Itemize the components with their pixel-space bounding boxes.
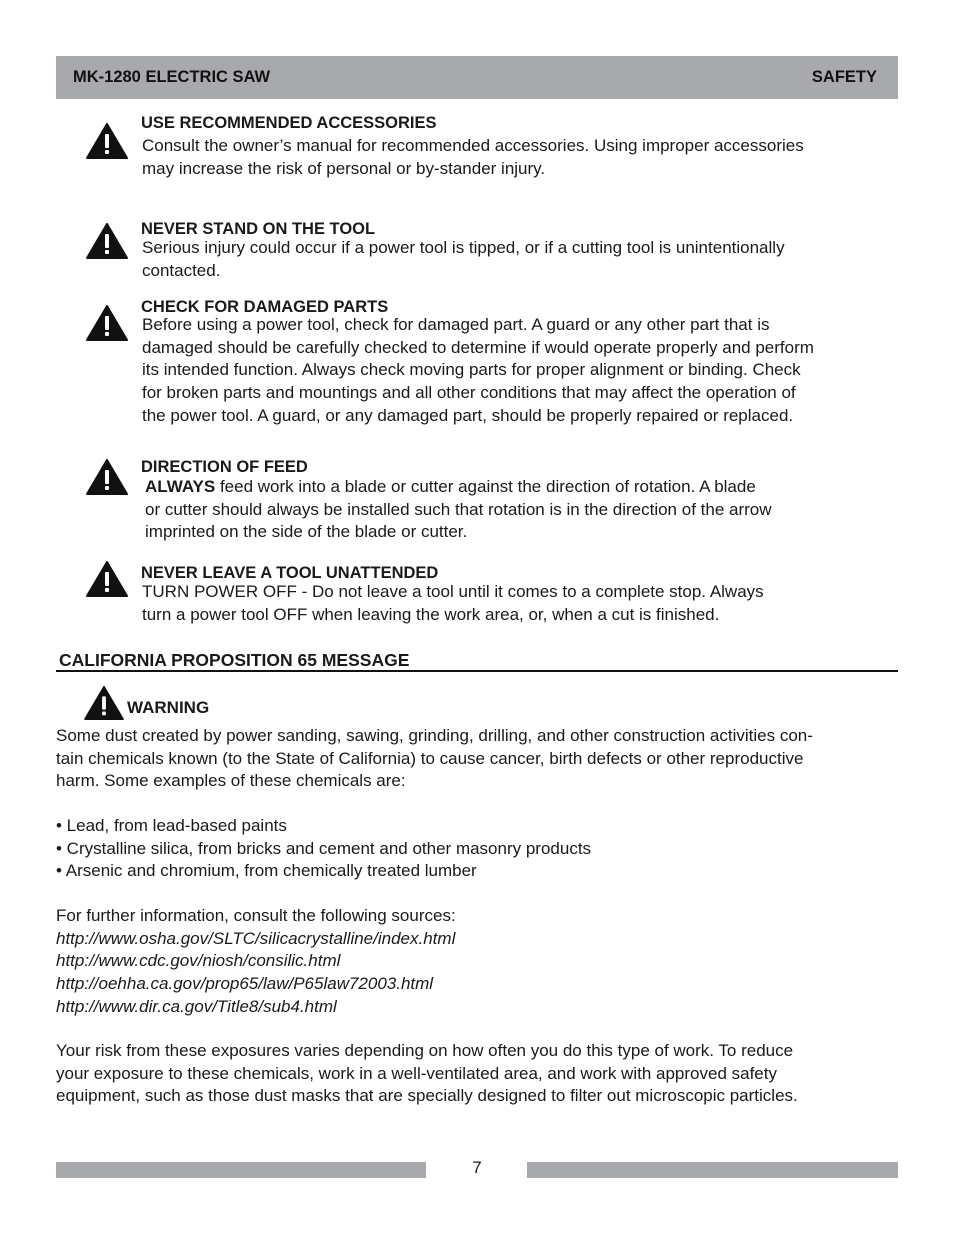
- sources-intro: For further information, consult the following sources:: [56, 906, 456, 925]
- warning-triangle-icon: [86, 305, 128, 341]
- body-line: Consult the owner’s manual for recommended accessories. Using improper accessories: [142, 136, 804, 155]
- safety-item-body: [145, 476, 905, 544]
- body-line: TURN POWER OFF - Do not leave a tool until it comes to a complete stop. Always: [142, 582, 764, 601]
- intro-line: harm. Some examples of these chemicals are:: [56, 771, 406, 791]
- source-link[interactable]: http://www.dir.ca.gov/Title8/sub4.html: [56, 996, 337, 1016]
- source-link[interactable]: http://www.osha.gov/SLTC/silicacrystalline/index.html: [56, 928, 456, 948]
- body-line: contacted.: [142, 260, 221, 280]
- safety-item-title: USE RECOMMENDED ACCESSORIES: [141, 114, 437, 132]
- list-item: • Lead, from lead-based paints: [56, 816, 287, 835]
- body-line: turn a power tool OFF when leaving the work area, or, when a cut is finished.: [142, 604, 720, 624]
- body-line: Serious injury could occur if a power tool is tipped, or if a cutting tool is unintentionally: [142, 238, 785, 257]
- safety-item-title: CHECK FOR DAMAGED PARTS: [141, 298, 389, 316]
- body-line: [145, 476, 905, 499]
- closing-line: equipment, such as those dust masks that are specially designed to filter out microscopic particles.: [56, 1086, 798, 1106]
- body-line: imprinted on the side of the blade or cutter.: [145, 522, 468, 542]
- safety-item-title: DIRECTION OF FEED: [141, 458, 308, 476]
- warning-triangle-icon: [86, 561, 128, 597]
- intro-line: tain chemicals known (to the State of California) to cause cancer, birth defects or other reproductive: [56, 748, 804, 768]
- footer-bar-left: [56, 1162, 426, 1178]
- warning-label: WARNING: [127, 698, 210, 717]
- warning-triangle-icon: [86, 459, 128, 495]
- warning-triangle-icon: [86, 123, 128, 159]
- source-link[interactable]: http://oehha.ca.gov/prop65/law/P65law72003.html: [56, 974, 434, 994]
- emphasis-always: ALWAYS: [145, 477, 216, 496]
- california-title: CALIFORNIA PROPOSITION 65 MESSAGE: [59, 650, 410, 670]
- page-header: [56, 56, 898, 99]
- safety-item-title: NEVER LEAVE A TOOL UNATTENDED: [141, 564, 439, 582]
- body-line: for broken parts and mountings and all other conditions that may affect the operation of: [142, 383, 796, 403]
- sources-block: [56, 905, 906, 1019]
- body-line: or cutter should always be installed such that rotation is in the direction of the arrow: [145, 499, 772, 519]
- safety-item-body: [142, 237, 902, 282]
- body-line: Before using a power tool, check for damaged part. A guard or any other part that is: [142, 315, 770, 334]
- safety-item-body: [142, 314, 902, 428]
- body-line: the power tool. A guard, or any damaged part, should be properly repaired or replaced.: [142, 405, 794, 425]
- list-item: • Arsenic and chromium, from chemically treated lumber: [56, 861, 477, 881]
- closing-paragraph: [56, 1040, 906, 1108]
- list-item: • Crystalline silica, from bricks and cement and other masonry products: [56, 838, 592, 858]
- warning-triangle-icon: [86, 223, 128, 259]
- intro-line: Some dust created by power sanding, sawing, grinding, drilling, and other construction activities con-: [56, 726, 813, 745]
- warning-heading: [84, 686, 209, 720]
- california-intro: [56, 725, 906, 793]
- source-link[interactable]: http://www.cdc.gov/niosh/consilic.html: [56, 951, 341, 971]
- warning-triangle-icon: [84, 686, 124, 720]
- page-number: 7: [472, 1158, 482, 1177]
- california-section-heading: [56, 648, 898, 672]
- footer-bar-right: [527, 1162, 898, 1178]
- body-line-text: feed work into a blade or cutter against the direction of rotation. A blade: [215, 477, 756, 496]
- body-line: may increase the risk of personal or by-stander injury.: [142, 158, 546, 178]
- safety-item-body: [142, 135, 902, 180]
- safety-item-title: NEVER STAND ON THE TOOL: [141, 220, 376, 238]
- safety-item-body: [142, 581, 902, 626]
- body-line: damaged should be carefully checked to determine if would operate properly and perform: [142, 337, 814, 357]
- chemical-list: [56, 815, 906, 883]
- header-section-title: SAFETY: [811, 68, 877, 86]
- closing-line: your exposure to these chemicals, work in a well-ventilated area, and work with approved safety: [56, 1063, 777, 1083]
- header-product-title: MK-1280 ELECTRIC SAW: [73, 68, 271, 86]
- closing-line: Your risk from these exposures varies depending on how often you do this type of work. To reduce: [56, 1041, 794, 1060]
- body-line: its intended function. Always check moving parts for proper alignment or binding. Check: [142, 360, 801, 380]
